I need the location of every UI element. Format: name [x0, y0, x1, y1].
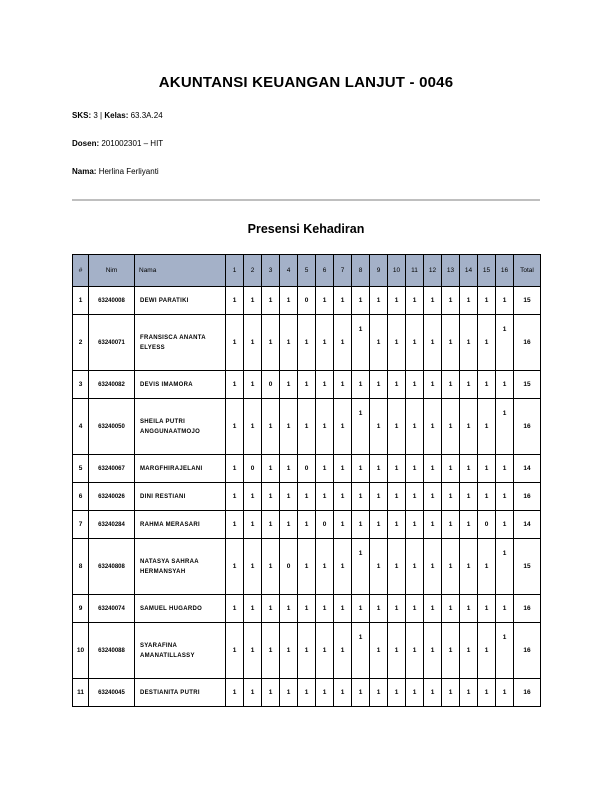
- column-header: 9: [370, 255, 388, 287]
- attendance-cell: 1: [496, 595, 514, 623]
- attendance-cell: 1: [442, 595, 460, 623]
- attendance-cell: 1: [406, 511, 424, 539]
- attendance-cell: 1: [226, 315, 244, 371]
- attendance-cell: 1: [262, 287, 280, 315]
- attendance-cell: 1: [496, 511, 514, 539]
- attendance-cell: 1: [406, 287, 424, 315]
- attendance-cell: 1: [370, 623, 388, 679]
- attendance-table: [72, 254, 541, 707]
- row-number: 7: [73, 511, 89, 539]
- attendance-cell: 1: [478, 315, 496, 371]
- attendance-cell: 1: [226, 371, 244, 399]
- attendance-cell: 1: [244, 287, 262, 315]
- attendance-cell: 1: [352, 287, 370, 315]
- name-cell: RAHMA MERASARI: [135, 511, 226, 539]
- attendance-cell: 1: [352, 483, 370, 511]
- attendance-cell: 1: [388, 483, 406, 511]
- row-number: 4: [73, 399, 89, 455]
- attendance-cell: 1: [280, 623, 298, 679]
- attendance-cell: 1: [460, 455, 478, 483]
- attendance-cell: 1: [262, 623, 280, 679]
- table-row: [73, 371, 541, 399]
- attendance-cell: 1: [388, 399, 406, 455]
- attendance-cell: 1: [388, 539, 406, 595]
- attendance-cell: 1: [298, 679, 316, 707]
- section-title: Presensi Kehadiran: [247, 222, 365, 236]
- sks-value: 3: [93, 111, 98, 120]
- table-row: [73, 455, 541, 483]
- attendance-cell: 1: [334, 679, 352, 707]
- table-row: [73, 623, 541, 679]
- attendance-cell: 1: [244, 679, 262, 707]
- attendance-cell: 1: [388, 595, 406, 623]
- attendance-cell: 1: [460, 595, 478, 623]
- attendance-cell: 1: [388, 511, 406, 539]
- attendance-cell: 1: [352, 511, 370, 539]
- attendance-cell: 1: [298, 371, 316, 399]
- lecturer-info: [72, 139, 163, 148]
- name-cell: SAMUEL HUGARDO: [135, 595, 226, 623]
- attendance-cell: 1: [280, 287, 298, 315]
- row-number: 9: [73, 595, 89, 623]
- attendance-cell: 0: [280, 539, 298, 595]
- attendance-cell: 1: [406, 679, 424, 707]
- nim-cell: 63240026: [89, 483, 135, 511]
- name-cell: DEWI PARATIKI: [135, 287, 226, 315]
- kelas-label: Kelas:: [104, 111, 129, 120]
- attendance-cell: 1: [334, 483, 352, 511]
- attendance-cell: 1: [478, 399, 496, 455]
- nama-value: Herlina Ferliyanti: [98, 167, 159, 176]
- row-number: 2: [73, 315, 89, 371]
- column-header: 14: [460, 255, 478, 287]
- table-row: [73, 539, 541, 595]
- attendance-cell: 1: [496, 539, 514, 595]
- attendance-cell: 1: [388, 679, 406, 707]
- attendance-cell: 1: [478, 455, 496, 483]
- attendance-cell: 1: [370, 595, 388, 623]
- attendance-cell: 1: [262, 511, 280, 539]
- attendance-cell: 1: [442, 511, 460, 539]
- attendance-cell: 1: [442, 623, 460, 679]
- attendance-cell: 1: [460, 679, 478, 707]
- nim-cell: 63240074: [89, 595, 135, 623]
- row-number: 5: [73, 455, 89, 483]
- attendance-cell: 1: [298, 511, 316, 539]
- row-number: 6: [73, 483, 89, 511]
- column-header: 7: [334, 255, 352, 287]
- attendance-cell: 1: [442, 287, 460, 315]
- attendance-cell: 1: [478, 539, 496, 595]
- attendance-cell: 1: [352, 455, 370, 483]
- column-header: Total: [514, 255, 541, 287]
- nim-cell: 63240045: [89, 679, 135, 707]
- attendance-cell: 1: [460, 371, 478, 399]
- attendance-cell: 1: [460, 511, 478, 539]
- attendance-cell: 1: [280, 371, 298, 399]
- separator: |: [100, 111, 103, 120]
- sks-label: SKS:: [72, 111, 92, 120]
- nim-cell: 63240008: [89, 287, 135, 315]
- attendance-cell: 1: [352, 539, 370, 595]
- total-cell: 16: [514, 483, 541, 511]
- kelas-value: 63.3A.24: [130, 111, 163, 120]
- attendance-cell: 1: [406, 595, 424, 623]
- dosen-value: 201002301 – HIT: [101, 139, 164, 148]
- course-info: [72, 111, 163, 120]
- nim-cell: 63240088: [89, 623, 135, 679]
- attendance-cell: 1: [442, 315, 460, 371]
- attendance-cell: 1: [424, 399, 442, 455]
- attendance-cell: 1: [244, 399, 262, 455]
- attendance-cell: 1: [424, 483, 442, 511]
- page-title: AKUNTANSI KEUANGAN LANJUT - 0046: [158, 74, 454, 91]
- attendance-cell: 1: [424, 315, 442, 371]
- attendance-cell: 1: [262, 679, 280, 707]
- attendance-cell: 1: [298, 539, 316, 595]
- total-cell: 16: [514, 679, 541, 707]
- column-header: 13: [442, 255, 460, 287]
- attendance-cell: 1: [334, 399, 352, 455]
- column-header: 4: [280, 255, 298, 287]
- attendance-cell: 1: [424, 371, 442, 399]
- attendance-cell: 1: [496, 371, 514, 399]
- attendance-cell: 0: [298, 287, 316, 315]
- attendance-cell: 1: [424, 539, 442, 595]
- table-row: [73, 483, 541, 511]
- total-cell: 16: [514, 623, 541, 679]
- column-header: #: [73, 255, 89, 287]
- column-header: 11: [406, 255, 424, 287]
- column-header: 6: [316, 255, 334, 287]
- attendance-cell: 1: [370, 371, 388, 399]
- attendance-cell: 1: [460, 399, 478, 455]
- attendance-cell: 1: [442, 371, 460, 399]
- table-row: [73, 399, 541, 455]
- attendance-cell: 1: [352, 399, 370, 455]
- attendance-cell: 1: [334, 623, 352, 679]
- nim-cell: 63240067: [89, 455, 135, 483]
- attendance-cell: 1: [262, 595, 280, 623]
- attendance-cell: 1: [334, 287, 352, 315]
- attendance-cell: 1: [262, 315, 280, 371]
- attendance-cell: 1: [406, 315, 424, 371]
- attendance-cell: 1: [406, 539, 424, 595]
- attendance-cell: 1: [370, 679, 388, 707]
- attendance-cell: 1: [316, 371, 334, 399]
- attendance-cell: 1: [280, 679, 298, 707]
- column-header: Nama: [135, 255, 226, 287]
- attendance-cell: 1: [406, 455, 424, 483]
- attendance-cell: 1: [226, 595, 244, 623]
- attendance-cell: 1: [352, 623, 370, 679]
- attendance-cell: 1: [226, 287, 244, 315]
- attendance-cell: 1: [316, 455, 334, 483]
- attendance-cell: 1: [406, 399, 424, 455]
- attendance-cell: 1: [460, 623, 478, 679]
- column-header: Nim: [89, 255, 135, 287]
- attendance-cell: 1: [496, 399, 514, 455]
- name-cell: DESTIANITA PUTRI: [135, 679, 226, 707]
- attendance-cell: 1: [370, 483, 388, 511]
- nim-cell: 63240071: [89, 315, 135, 371]
- attendance-cell: 1: [388, 455, 406, 483]
- divider: [72, 199, 540, 201]
- attendance-cell: 1: [280, 455, 298, 483]
- attendance-cell: 1: [316, 679, 334, 707]
- attendance-cell: 1: [334, 455, 352, 483]
- attendance-cell: 1: [226, 679, 244, 707]
- attendance-cell: 1: [352, 595, 370, 623]
- attendance-cell: 1: [496, 287, 514, 315]
- attendance-cell: 1: [316, 315, 334, 371]
- attendance-cell: 1: [478, 623, 496, 679]
- attendance-cell: 1: [262, 455, 280, 483]
- attendance-cell: 0: [298, 455, 316, 483]
- total-cell: 16: [514, 595, 541, 623]
- attendance-cell: 1: [298, 623, 316, 679]
- attendance-cell: 1: [406, 371, 424, 399]
- attendance-cell: 1: [244, 595, 262, 623]
- attendance-cell: 1: [424, 511, 442, 539]
- total-cell: 16: [514, 399, 541, 455]
- attendance-cell: 1: [316, 399, 334, 455]
- attendance-cell: 1: [478, 371, 496, 399]
- column-header: 16: [496, 255, 514, 287]
- attendance-cell: 1: [370, 287, 388, 315]
- attendance-cell: 1: [370, 315, 388, 371]
- attendance-cell: 1: [316, 483, 334, 511]
- attendance-cell: 1: [442, 679, 460, 707]
- attendance-cell: 1: [334, 315, 352, 371]
- attendance-cell: 1: [442, 455, 460, 483]
- column-header: 5: [298, 255, 316, 287]
- attendance-cell: 1: [298, 595, 316, 623]
- attendance-cell: 0: [244, 455, 262, 483]
- row-number: 11: [73, 679, 89, 707]
- attendance-cell: 1: [334, 511, 352, 539]
- attendance-cell: 0: [478, 511, 496, 539]
- attendance-cell: 1: [244, 623, 262, 679]
- name-cell: SHEILA PUTRI ANGGUNAATMOJO: [135, 399, 226, 455]
- total-cell: 15: [514, 371, 541, 399]
- attendance-cell: 1: [334, 371, 352, 399]
- attendance-cell: 1: [280, 399, 298, 455]
- column-header: 3: [262, 255, 280, 287]
- attendance-cell: 1: [226, 399, 244, 455]
- table-row: [73, 679, 541, 707]
- column-header: 15: [478, 255, 496, 287]
- column-header: 8: [352, 255, 370, 287]
- table-row: [73, 511, 541, 539]
- total-cell: 15: [514, 287, 541, 315]
- attendance-cell: 1: [406, 623, 424, 679]
- name-cell: MARGFHIRAJELANI: [135, 455, 226, 483]
- attendance-cell: 1: [352, 679, 370, 707]
- nim-cell: 63240808: [89, 539, 135, 595]
- attendance-cell: 1: [388, 315, 406, 371]
- attendance-cell: 0: [316, 511, 334, 539]
- attendance-cell: 1: [370, 399, 388, 455]
- attendance-cell: 1: [280, 315, 298, 371]
- attendance-cell: 1: [478, 595, 496, 623]
- attendance-cell: 1: [388, 623, 406, 679]
- attendance-cell: 1: [442, 399, 460, 455]
- attendance-cell: 1: [226, 483, 244, 511]
- attendance-cell: 1: [244, 539, 262, 595]
- attendance-cell: 1: [424, 679, 442, 707]
- attendance-cell: 1: [370, 539, 388, 595]
- table-header-row: [73, 255, 541, 287]
- name-cell: NATASYA SAHRAA HERMANSYAH: [135, 539, 226, 595]
- name-cell: SYARAFINA AMANATILLASSY: [135, 623, 226, 679]
- attendance-cell: 1: [388, 371, 406, 399]
- total-cell: 16: [514, 315, 541, 371]
- attendance-cell: 1: [460, 287, 478, 315]
- attendance-cell: 0: [262, 371, 280, 399]
- name-cell: DEVIS IMAMORA: [135, 371, 226, 399]
- dosen-label: Dosen:: [72, 139, 100, 148]
- attendance-cell: 1: [442, 483, 460, 511]
- attendance-cell: 1: [280, 511, 298, 539]
- name-cell: FRANSISCA ANANTA ELYESS: [135, 315, 226, 371]
- attendance-cell: 1: [460, 483, 478, 511]
- attendance-cell: 1: [442, 539, 460, 595]
- attendance-cell: 1: [478, 287, 496, 315]
- column-header: 1: [226, 255, 244, 287]
- row-number: 8: [73, 539, 89, 595]
- attendance-cell: 1: [478, 483, 496, 511]
- attendance-cell: 1: [244, 483, 262, 511]
- attendance-cell: 1: [388, 287, 406, 315]
- attendance-cell: 1: [496, 455, 514, 483]
- attendance-cell: 1: [478, 679, 496, 707]
- attendance-cell: 1: [244, 315, 262, 371]
- attendance-cell: 1: [226, 455, 244, 483]
- attendance-cell: 1: [298, 483, 316, 511]
- attendance-cell: 1: [496, 483, 514, 511]
- attendance-cell: 1: [244, 371, 262, 399]
- attendance-cell: 1: [496, 315, 514, 371]
- student-info: [72, 167, 159, 176]
- attendance-cell: 1: [460, 539, 478, 595]
- attendance-cell: 1: [424, 455, 442, 483]
- name-cell: DINI RESTIANI: [135, 483, 226, 511]
- attendance-cell: 1: [244, 511, 262, 539]
- table-row: [73, 287, 541, 315]
- column-header: 10: [388, 255, 406, 287]
- row-number: 10: [73, 623, 89, 679]
- attendance-cell: 1: [316, 623, 334, 679]
- table-row: [73, 315, 541, 371]
- attendance-cell: 1: [496, 623, 514, 679]
- attendance-cell: 1: [226, 539, 244, 595]
- column-header: 12: [424, 255, 442, 287]
- attendance-cell: 1: [352, 371, 370, 399]
- attendance-cell: 1: [370, 455, 388, 483]
- total-cell: 15: [514, 539, 541, 595]
- row-number: 1: [73, 287, 89, 315]
- attendance-cell: 1: [406, 483, 424, 511]
- attendance-cell: 1: [262, 399, 280, 455]
- attendance-cell: 1: [316, 595, 334, 623]
- attendance-cell: 1: [424, 595, 442, 623]
- nim-cell: 63240082: [89, 371, 135, 399]
- attendance-cell: 1: [352, 315, 370, 371]
- nim-cell: 63240050: [89, 399, 135, 455]
- nama-label: Nama:: [72, 167, 97, 176]
- table-row: [73, 595, 541, 623]
- attendance-cell: 1: [226, 511, 244, 539]
- attendance-cell: 1: [280, 595, 298, 623]
- attendance-cell: 1: [262, 539, 280, 595]
- attendance-cell: 1: [316, 287, 334, 315]
- total-cell: 14: [514, 511, 541, 539]
- row-number: 3: [73, 371, 89, 399]
- column-header: 2: [244, 255, 262, 287]
- attendance-cell: 1: [334, 539, 352, 595]
- attendance-cell: 1: [298, 399, 316, 455]
- attendance-cell: 1: [316, 539, 334, 595]
- attendance-cell: 1: [496, 679, 514, 707]
- attendance-cell: 1: [424, 287, 442, 315]
- attendance-cell: 1: [298, 315, 316, 371]
- nim-cell: 63240284: [89, 511, 135, 539]
- attendance-cell: 1: [370, 511, 388, 539]
- attendance-cell: 1: [262, 483, 280, 511]
- attendance-cell: 1: [226, 623, 244, 679]
- attendance-cell: 1: [334, 595, 352, 623]
- attendance-cell: 1: [424, 623, 442, 679]
- total-cell: 14: [514, 455, 541, 483]
- attendance-cell: 1: [280, 483, 298, 511]
- attendance-cell: 1: [460, 315, 478, 371]
